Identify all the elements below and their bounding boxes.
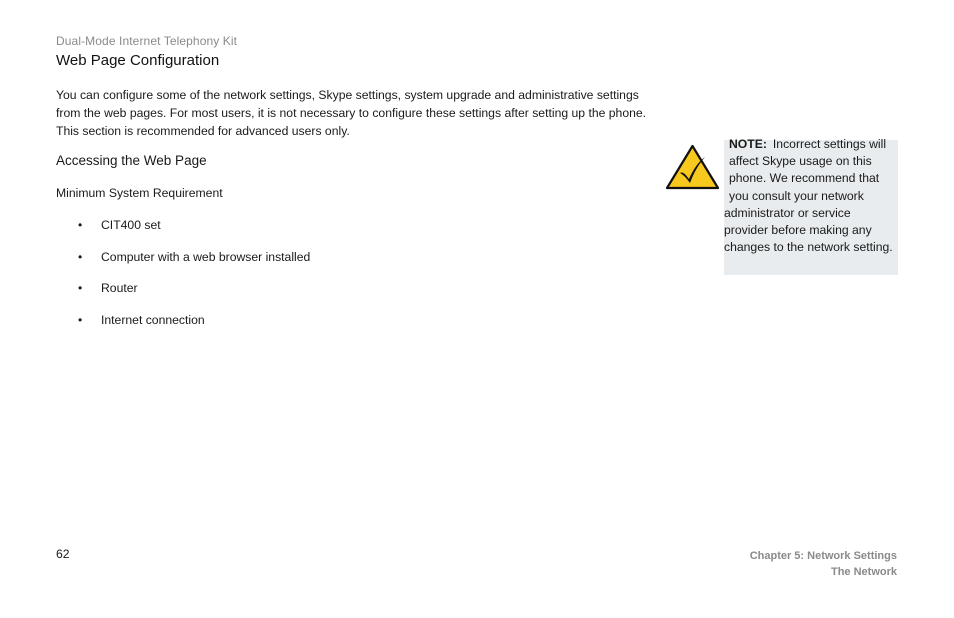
document-header: Dual-Mode Internet Telephony Kit [56, 34, 238, 48]
intro-paragraph [56, 86, 656, 140]
accessing-heading: Accessing the Web Page [56, 153, 207, 168]
list-item [78, 249, 310, 281]
note-line: NOTE: Incorrect settings will [729, 137, 887, 151]
bullet-icon: • [78, 312, 83, 327]
note-line: administrator or service [724, 205, 851, 220]
note-line: you consult your network [729, 188, 864, 203]
subsection-label: The Network [830, 566, 897, 578]
chapter-label: Chapter 5: Network Settings [749, 550, 897, 562]
list-item-label: Internet connection [101, 312, 205, 327]
note-line: provider before making any [724, 223, 872, 238]
bullet-icon: • [78, 249, 83, 264]
list-item [78, 280, 310, 312]
list-item [78, 312, 310, 344]
note-text [724, 136, 902, 256]
list-item-label: CIT400 set [101, 218, 161, 232]
intro-line: from the web pages. For most users, it is not necessary to configure these settings after setting up the phone. [56, 106, 647, 120]
checkmark-warning-icon [665, 144, 720, 190]
section-title: Web Page Configuration [56, 52, 220, 69]
intro-line: You can configure some of the network settings, Skype settings, system upgrade and administrative settings [56, 88, 639, 102]
note-line: changes to the network setting. [724, 240, 893, 255]
bullet-icon: • [78, 281, 83, 295]
note-line: affect Skype usage on this [729, 154, 872, 169]
list-item-label: Router [101, 281, 138, 295]
page-number: 62 [56, 547, 70, 561]
requirement-list [78, 217, 310, 343]
intro-line: This section is recommended for advanced users only. [56, 124, 350, 138]
list-item-label: Computer with a web browser installed [101, 249, 311, 264]
list-item [78, 217, 310, 249]
note-line: phone. We recommend that [729, 171, 880, 186]
requirement-heading: Minimum System Requirement [56, 186, 223, 200]
footer-chapter [750, 548, 897, 580]
note-label: NOTE: [729, 137, 767, 151]
bullet-icon: • [78, 218, 83, 232]
